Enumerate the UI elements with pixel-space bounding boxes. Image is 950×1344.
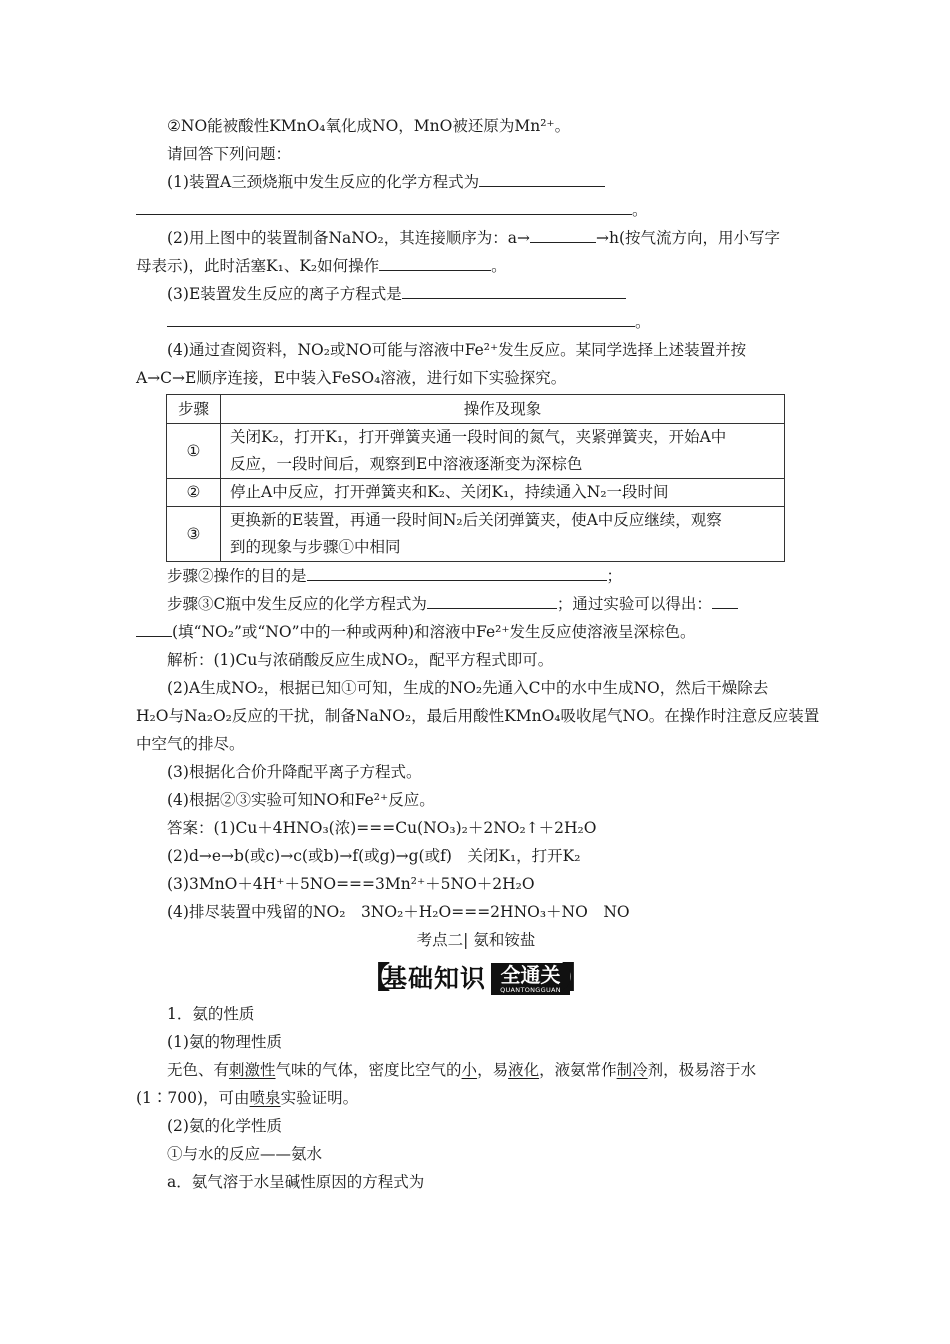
ammonia-heading-1: 1．氨的性质: [167, 1005, 255, 1023]
table-row: [167, 424, 785, 479]
header-operation: 操作及现象: [221, 395, 785, 424]
answer-blank: [379, 253, 491, 271]
banner-badge: 全通关 QUANTONGGUAN: [491, 963, 570, 995]
analysis-3: (3)根据化合价升降配平离子方程式。: [167, 763, 422, 781]
table-row: [167, 479, 785, 507]
analysis-4: (4)根据②③实验可知NO和Fe²⁺反应。: [167, 791, 435, 809]
step-text: 关闭K₂，打开K₁，打开弹簧夹通一段时间的氮气，夹紧弹簧夹，开始A中 反应，一段时间后，观察到E中溶液逐渐变为深棕色: [221, 424, 785, 479]
banner-text: 基础知识: [382, 964, 487, 993]
section-banner: [360, 962, 592, 996]
analysis-2-line-3: 中空气的排尽。: [136, 735, 245, 753]
step-2-question: 步骤②操作的目的是 ；: [136, 562, 816, 590]
answer-blank: [402, 281, 626, 299]
step-3-question-cont: (填“NO₂”或“NO”中的一种或两种)和溶液中Fe²⁺发生反应使溶液呈深棕色。: [136, 618, 816, 646]
answer-3: (3)3MnO＋4H⁺＋5NO===3Mn²⁺＋5NO＋2H₂O: [167, 875, 535, 893]
step-3-question: 步骤③C瓶中发生反应的化学方程式为 ；通过实验可以得出：: [136, 590, 816, 618]
answer-blank: [427, 591, 557, 609]
analysis-2-line-1: (2)A生成NO₂，根据已知①可知，生成的NO₂先通入C中的水中生成NO，然后干燥除去: [167, 679, 769, 697]
step-number: ①: [167, 424, 221, 479]
answer-blank: [307, 563, 607, 581]
question-1-cont: 。: [136, 196, 816, 224]
document-page: [136, 112, 820, 1196]
intro-line-1: ②NO能被酸性KMnO₄氧化成NO，MnO被还原为Mn²⁺。: [167, 117, 571, 135]
answer-4: (4)排尽装置中残留的NO₂ 3NO₂＋H₂O===2HNO₃＋NO NO: [167, 903, 630, 921]
question-4-line-1: (4)通过查阅资料，NO₂或NO可能与溶液中Fe²⁺发生反应。某同学选择上述装置并按: [167, 341, 747, 359]
step-number: ②: [167, 479, 221, 507]
answer-blank: [136, 619, 172, 637]
answer-blank: [712, 591, 738, 609]
step-text: 停止A中反应，打开弹簧夹和K₂、关闭K₁，持续通入N₂一段时间: [221, 479, 785, 507]
answer-2: (2)d→e→b(或c)→c(或b)→f(或g)→g(或f) 关闭K₁，打开K₂: [167, 847, 581, 865]
intro-line-2: 请回答下列问题：: [167, 145, 292, 163]
step-text: 更换新的E装置，再通一段时间N₂后关闭弹簧夹，使A中反应继续，观察 到的现象与步骤①中相同: [221, 507, 785, 562]
table-header: [167, 395, 785, 424]
banner-bracket-left: 【: [360, 961, 390, 996]
step-number: ③: [167, 507, 221, 562]
analysis-1: 解析：(1)Cu与浓硝酸反应生成NO₂，配平方程式即可。: [167, 651, 554, 669]
experiment-table: [166, 394, 785, 562]
answer-1: 答案：(1)Cu＋4HNO₃(浓)===Cu(NO₃)₂＋2NO₂↑＋2H₂O: [167, 819, 597, 837]
question-4-line-2: A→C→E顺序连接，E中装入FeSO₄溶液，进行如下实验探究。: [136, 369, 567, 387]
ammonia-heading-4: ①与水的反应——氨水: [167, 1145, 323, 1163]
ammonia-heading-5: a．氨气溶于水呈碱性原因的方程式为: [167, 1173, 425, 1191]
physical-properties: 无色、有刺激性气味的气体，密度比空气的小，易液化，液氨常作制冷剂，极易溶于水: [167, 1061, 757, 1079]
answer-blank: [479, 169, 605, 187]
question-1: (1)装置A三颈烧瓶中发生反应的化学方程式为: [136, 168, 816, 196]
question-3-cont: 。: [136, 308, 816, 336]
question-3: (3)E装置发生反应的离子方程式是: [136, 280, 816, 308]
answer-blank: [167, 309, 635, 327]
banner-bracket-right: 】: [562, 961, 592, 996]
question-2-cont: 母表示)，此时活塞K₁、K₂如何操作 。: [136, 252, 816, 280]
physical-properties-cont: (1∶700)，可由喷泉实验证明。: [136, 1089, 359, 1107]
answer-blank: [136, 197, 632, 215]
ammonia-heading-3: (2)氨的化学性质: [167, 1117, 282, 1135]
header-step: 步骤: [167, 395, 221, 424]
analysis-2-line-2: H₂O与Na₂O₂反应的干扰，制备NaNO₂，最后用酸性KMnO₄吸收尾气NO。在操作时注意反应装置: [136, 707, 820, 725]
section-title: 考点二| 氨和铵盐: [416, 931, 536, 949]
table-row: [167, 507, 785, 562]
ammonia-heading-2: (1)氨的物理性质: [167, 1033, 282, 1051]
question-2: (2)用上图中的装置制备NaNO₂，其连接顺序为：a→ →h(按气流方向，用小写字: [136, 224, 816, 252]
answer-blank: [530, 225, 596, 243]
